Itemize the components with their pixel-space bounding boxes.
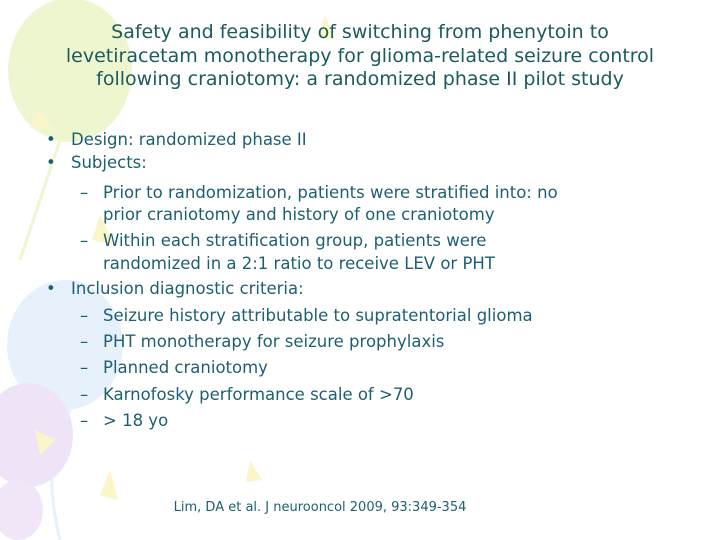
sub-item-cont: randomized in a 2:1 ratio to receive LEV or PHT [103,254,495,273]
bullet-subjects: Subjects: [71,153,147,172]
dash-icon: – [80,332,89,351]
sub-item-cont: prior craniotomy and history of one craniotomy [103,205,495,224]
sub-item: Seizure history attributable to supratentorial glioma [103,306,533,325]
bullet-icon: • [46,279,56,298]
sub-item: > 18 yo [103,411,169,430]
dash-icon: – [80,385,89,404]
dash-icon: – [80,306,89,325]
title-line: Safety and feasibility of switching from phenytoin to [111,21,609,43]
bullet-design: Design: randomized phase II [71,130,307,149]
slide-title [0,21,720,92]
bullet-inclusion: Inclusion diagnostic criteria: [71,279,304,298]
dash-icon: – [80,411,89,430]
bullet-icon: • [46,153,56,172]
citation: Lim, DA et al. J neurooncol 2009, 93:349-354 [173,500,467,515]
dash-icon: – [80,231,89,250]
balloon-purple [0,383,73,540]
sub-item: Planned craniotomy [103,358,268,377]
sub-item: PHT monotherapy for seizure prophylaxis [103,332,445,351]
bullet-icon: • [46,130,56,149]
dash-icon: – [80,183,89,202]
sub-item: Prior to randomization, patients were stratified into: no [103,183,558,202]
sub-item: Within each stratification group, patients were [103,231,487,250]
title-line: levetiracetam monotherapy for glioma-related seizure control [65,44,655,67]
title-line: following craniotomy: a randomized phase II pilot study [96,68,624,90]
dash-icon: – [80,358,89,377]
sub-item: Karnofosky performance scale of >70 [103,385,414,404]
